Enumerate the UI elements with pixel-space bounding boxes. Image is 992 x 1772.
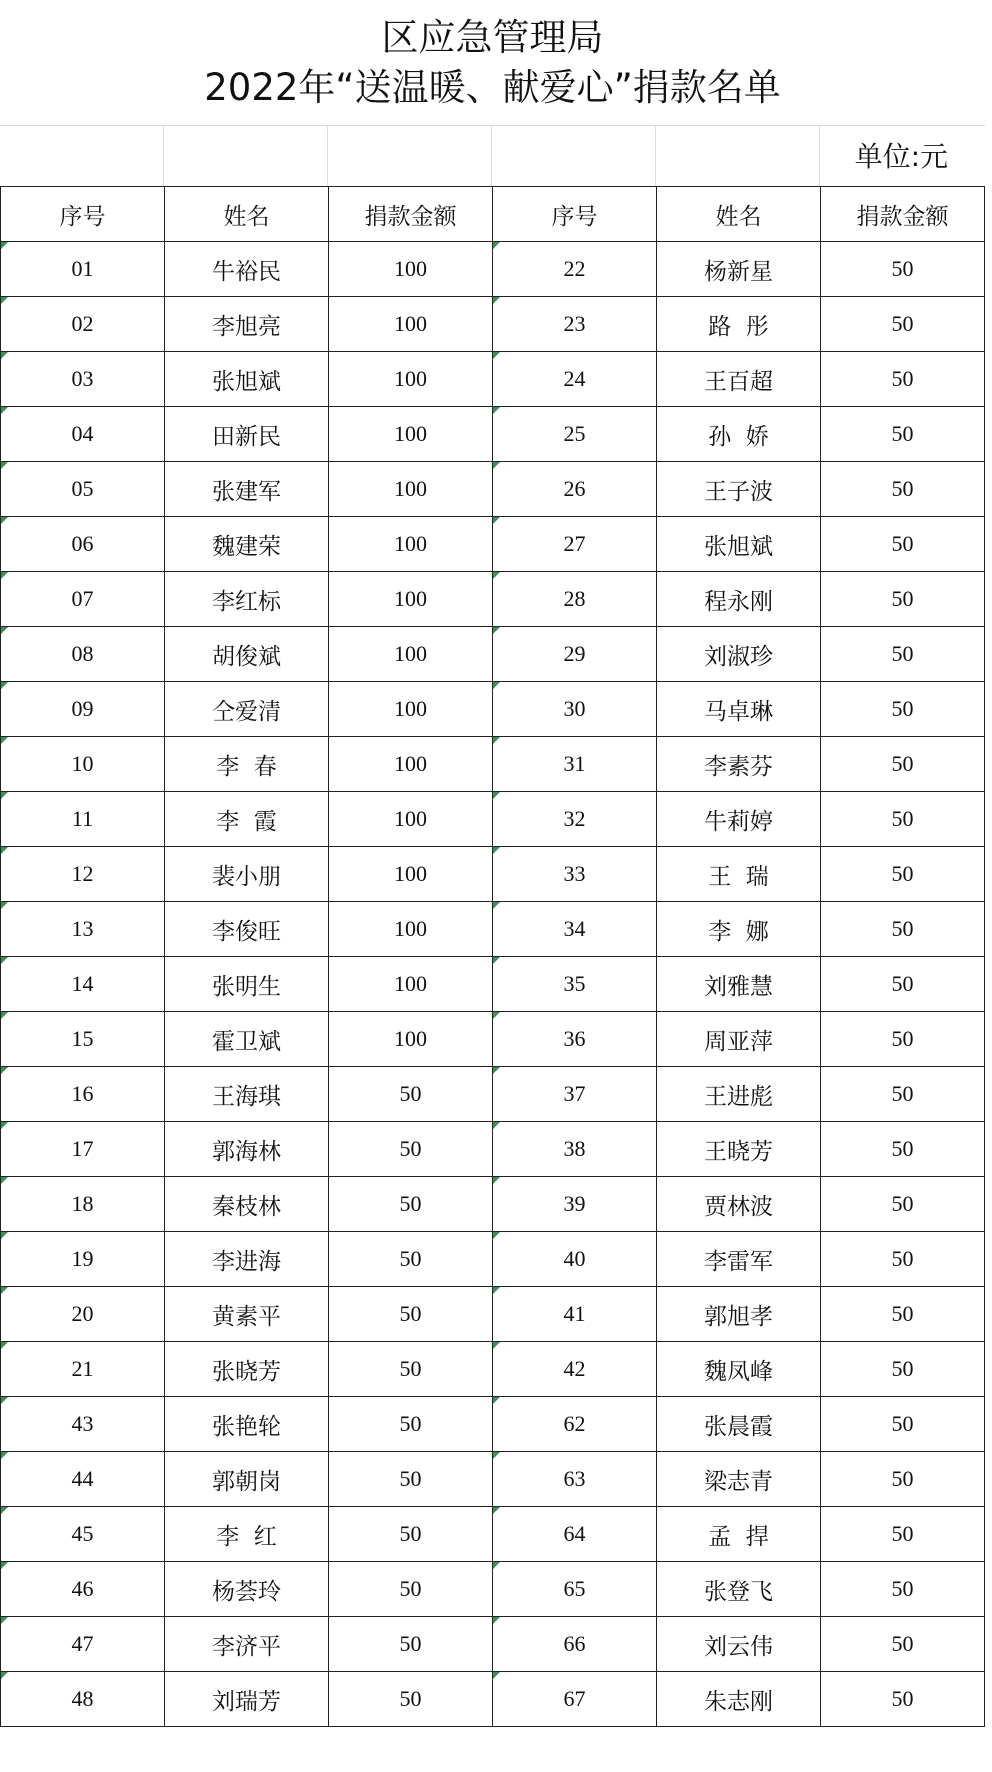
serial-cell[interactable]: 43 bbox=[1, 1397, 165, 1452]
table-row bbox=[1, 1397, 985, 1452]
amount-cell[interactable]: 50 bbox=[329, 1452, 493, 1507]
amount-cell[interactable]: 50 bbox=[821, 627, 985, 682]
table-row bbox=[1, 407, 985, 462]
serial-cell[interactable]: 24 bbox=[493, 352, 657, 407]
serial-cell[interactable]: 26 bbox=[493, 462, 657, 517]
name-cell[interactable]: 李 霞 bbox=[165, 792, 329, 847]
serial-cell[interactable]: 67 bbox=[493, 1672, 657, 1727]
name-cell[interactable]: 王百超 bbox=[657, 352, 821, 407]
header-amount-2[interactable]: 捐款金额 bbox=[821, 187, 985, 242]
serial-cell[interactable]: 28 bbox=[493, 572, 657, 627]
table-row bbox=[1, 902, 985, 957]
amount-cell[interactable]: 50 bbox=[821, 517, 985, 572]
name-cell[interactable]: 张建军 bbox=[165, 462, 329, 517]
amount-cell[interactable]: 100 bbox=[329, 517, 493, 572]
name-cell[interactable]: 李雷军 bbox=[657, 1232, 821, 1287]
name-cell[interactable]: 程永刚 bbox=[657, 572, 821, 627]
serial-cell[interactable]: 63 bbox=[493, 1452, 657, 1507]
table-row bbox=[1, 1507, 985, 1562]
amount-cell[interactable]: 50 bbox=[821, 847, 985, 902]
name-cell[interactable]: 李 娜 bbox=[657, 902, 821, 957]
amount-cell[interactable]: 50 bbox=[329, 1287, 493, 1342]
name-cell[interactable]: 牛裕民 bbox=[165, 242, 329, 297]
amount-cell[interactable]: 50 bbox=[821, 1617, 985, 1672]
name-cell[interactable]: 路 彤 bbox=[657, 297, 821, 352]
serial-cell[interactable]: 37 bbox=[493, 1067, 657, 1122]
serial-cell[interactable]: 38 bbox=[493, 1122, 657, 1177]
header-name-1[interactable]: 姓名 bbox=[165, 187, 329, 242]
amount-cell[interactable]: 50 bbox=[821, 792, 985, 847]
name-cell[interactable]: 刘瑞芳 bbox=[165, 1672, 329, 1727]
name-cell[interactable]: 贾林波 bbox=[657, 1177, 821, 1232]
serial-cell[interactable]: 08 bbox=[1, 627, 165, 682]
serial-cell[interactable]: 29 bbox=[493, 627, 657, 682]
unit-cell[interactable] bbox=[820, 126, 984, 186]
amount-cell[interactable]: 100 bbox=[329, 847, 493, 902]
header-row bbox=[1, 187, 985, 242]
serial-cell[interactable]: 46 bbox=[1, 1562, 165, 1617]
table-row bbox=[1, 682, 985, 737]
amount-cell[interactable]: 50 bbox=[821, 1507, 985, 1562]
header-amount-1[interactable]: 捐款金额 bbox=[329, 187, 493, 242]
serial-cell[interactable]: 66 bbox=[493, 1617, 657, 1672]
table-row bbox=[1, 1067, 985, 1122]
name-cell[interactable]: 胡俊斌 bbox=[165, 627, 329, 682]
serial-cell[interactable]: 34 bbox=[493, 902, 657, 957]
amount-cell[interactable]: 50 bbox=[821, 572, 985, 627]
table-row bbox=[1, 462, 985, 517]
serial-cell[interactable]: 64 bbox=[493, 1507, 657, 1562]
serial-cell[interactable]: 25 bbox=[493, 407, 657, 462]
name-cell[interactable]: 杨新星 bbox=[657, 242, 821, 297]
amount-cell[interactable]: 50 bbox=[329, 1067, 493, 1122]
amount-cell[interactable]: 50 bbox=[821, 297, 985, 352]
amount-cell[interactable]: 50 bbox=[329, 1672, 493, 1727]
amount-cell[interactable]: 50 bbox=[821, 1012, 985, 1067]
unit-row bbox=[0, 126, 985, 186]
name-cell[interactable]: 李济平 bbox=[165, 1617, 329, 1672]
serial-cell[interactable]: 04 bbox=[1, 407, 165, 462]
name-cell[interactable]: 张旭斌 bbox=[165, 352, 329, 407]
amount-cell[interactable]: 50 bbox=[329, 1562, 493, 1617]
table-row bbox=[1, 1177, 985, 1232]
name-cell[interactable]: 王海琪 bbox=[165, 1067, 329, 1122]
serial-cell[interactable]: 09 bbox=[1, 682, 165, 737]
table-row bbox=[1, 1232, 985, 1287]
name-cell[interactable]: 刘云伟 bbox=[657, 1617, 821, 1672]
table-row bbox=[1, 1617, 985, 1672]
amount-cell[interactable]: 50 bbox=[821, 242, 985, 297]
serial-cell[interactable]: 14 bbox=[1, 957, 165, 1012]
amount-cell[interactable]: 50 bbox=[329, 1122, 493, 1177]
name-cell[interactable]: 黄素平 bbox=[165, 1287, 329, 1342]
table-row bbox=[1, 627, 985, 682]
name-cell[interactable]: 田新民 bbox=[165, 407, 329, 462]
amount-cell[interactable]: 50 bbox=[821, 462, 985, 517]
name-cell[interactable]: 刘雅慧 bbox=[657, 957, 821, 1012]
name-cell[interactable]: 张晓芳 bbox=[165, 1342, 329, 1397]
name-cell[interactable]: 马卓琳 bbox=[657, 682, 821, 737]
name-cell[interactable]: 王子波 bbox=[657, 462, 821, 517]
name-cell[interactable]: 魏建荣 bbox=[165, 517, 329, 572]
serial-cell[interactable]: 39 bbox=[493, 1177, 657, 1232]
table-row bbox=[1, 1287, 985, 1342]
amount-cell[interactable]: 100 bbox=[329, 352, 493, 407]
name-cell[interactable]: 梁志青 bbox=[657, 1452, 821, 1507]
serial-cell[interactable]: 47 bbox=[1, 1617, 165, 1672]
amount-cell[interactable]: 50 bbox=[329, 1342, 493, 1397]
table-row bbox=[1, 957, 985, 1012]
name-cell[interactable]: 李素芬 bbox=[657, 737, 821, 792]
amount-cell[interactable]: 50 bbox=[821, 1067, 985, 1122]
table-row bbox=[1, 297, 985, 352]
serial-cell[interactable]: 41 bbox=[493, 1287, 657, 1342]
amount-cell[interactable]: 50 bbox=[821, 1672, 985, 1727]
amount-cell[interactable]: 100 bbox=[329, 1012, 493, 1067]
serial-cell[interactable]: 19 bbox=[1, 1232, 165, 1287]
name-cell[interactable]: 李红标 bbox=[165, 572, 329, 627]
name-cell[interactable]: 李 红 bbox=[165, 1507, 329, 1562]
serial-cell[interactable]: 40 bbox=[493, 1232, 657, 1287]
serial-cell[interactable]: 23 bbox=[493, 297, 657, 352]
amount-cell[interactable]: 100 bbox=[329, 737, 493, 792]
serial-cell[interactable]: 03 bbox=[1, 352, 165, 407]
table-row bbox=[1, 1562, 985, 1617]
amount-cell[interactable]: 100 bbox=[329, 957, 493, 1012]
name-cell[interactable]: 张艳轮 bbox=[165, 1397, 329, 1452]
amount-cell[interactable]: 50 bbox=[821, 407, 985, 462]
empty-cell[interactable] bbox=[0, 126, 164, 186]
serial-cell[interactable]: 32 bbox=[493, 792, 657, 847]
name-cell[interactable]: 李 春 bbox=[165, 737, 329, 792]
amount-cell[interactable]: 50 bbox=[329, 1232, 493, 1287]
name-cell[interactable]: 孟 捍 bbox=[657, 1507, 821, 1562]
amount-cell[interactable]: 50 bbox=[821, 1177, 985, 1232]
table-row bbox=[1, 737, 985, 792]
name-cell[interactable]: 王进彪 bbox=[657, 1067, 821, 1122]
serial-cell[interactable]: 36 bbox=[493, 1012, 657, 1067]
title-line-1: 区应急管理局 bbox=[381, 16, 604, 59]
name-cell[interactable]: 霍卫斌 bbox=[165, 1012, 329, 1067]
serial-cell[interactable]: 20 bbox=[1, 1287, 165, 1342]
serial-cell[interactable]: 62 bbox=[493, 1397, 657, 1452]
amount-cell[interactable]: 100 bbox=[329, 902, 493, 957]
serial-cell[interactable]: 35 bbox=[493, 957, 657, 1012]
name-cell[interactable]: 牛莉婷 bbox=[657, 792, 821, 847]
name-cell[interactable]: 张登飞 bbox=[657, 1562, 821, 1617]
amount-cell[interactable]: 50 bbox=[821, 902, 985, 957]
name-cell[interactable]: 裴小朋 bbox=[165, 847, 329, 902]
serial-cell[interactable]: 02 bbox=[1, 297, 165, 352]
table-row bbox=[1, 352, 985, 407]
amount-cell[interactable]: 100 bbox=[329, 792, 493, 847]
name-cell[interactable]: 郭海林 bbox=[165, 1122, 329, 1177]
name-cell[interactable]: 张晨霞 bbox=[657, 1397, 821, 1452]
name-cell[interactable]: 郭朝岗 bbox=[165, 1452, 329, 1507]
amount-cell[interactable]: 50 bbox=[821, 1342, 985, 1397]
serial-cell[interactable]: 18 bbox=[1, 1177, 165, 1232]
serial-cell[interactable]: 48 bbox=[1, 1672, 165, 1727]
serial-cell[interactable]: 11 bbox=[1, 792, 165, 847]
name-cell[interactable]: 朱志刚 bbox=[657, 1672, 821, 1727]
amount-cell[interactable]: 50 bbox=[821, 957, 985, 1012]
empty-cell[interactable] bbox=[164, 126, 328, 186]
header-name-2[interactable]: 姓名 bbox=[657, 187, 821, 242]
name-cell[interactable]: 李进海 bbox=[165, 1232, 329, 1287]
table-row bbox=[1, 847, 985, 902]
empty-cell[interactable] bbox=[492, 126, 656, 186]
table-row bbox=[1, 792, 985, 847]
serial-cell[interactable]: 10 bbox=[1, 737, 165, 792]
table-row bbox=[1, 242, 985, 297]
table-row bbox=[1, 1452, 985, 1507]
serial-cell[interactable]: 33 bbox=[493, 847, 657, 902]
amount-cell[interactable]: 100 bbox=[329, 627, 493, 682]
header-serial-1[interactable]: 序号 bbox=[1, 187, 165, 242]
amount-cell[interactable]: 100 bbox=[329, 462, 493, 517]
name-cell[interactable]: 张旭斌 bbox=[657, 517, 821, 572]
amount-cell[interactable]: 100 bbox=[329, 682, 493, 737]
name-cell[interactable]: 仝爱清 bbox=[165, 682, 329, 737]
serial-cell[interactable]: 05 bbox=[1, 462, 165, 517]
name-cell[interactable]: 秦枝林 bbox=[165, 1177, 329, 1232]
amount-cell[interactable]: 50 bbox=[329, 1397, 493, 1452]
name-cell[interactable]: 郭旭孝 bbox=[657, 1287, 821, 1342]
name-cell[interactable]: 张明生 bbox=[165, 957, 329, 1012]
amount-cell[interactable]: 50 bbox=[821, 1397, 985, 1452]
header-serial-2[interactable]: 序号 bbox=[493, 187, 657, 242]
serial-cell[interactable]: 13 bbox=[1, 902, 165, 957]
serial-cell[interactable]: 44 bbox=[1, 1452, 165, 1507]
name-cell[interactable]: 刘淑珍 bbox=[657, 627, 821, 682]
amount-cell[interactable]: 50 bbox=[821, 1452, 985, 1507]
serial-cell[interactable]: 16 bbox=[1, 1067, 165, 1122]
serial-cell[interactable]: 17 bbox=[1, 1122, 165, 1177]
amount-cell[interactable]: 100 bbox=[329, 572, 493, 627]
serial-cell[interactable]: 15 bbox=[1, 1012, 165, 1067]
serial-cell[interactable]: 45 bbox=[1, 1507, 165, 1562]
amount-cell[interactable]: 50 bbox=[821, 1122, 985, 1177]
name-cell[interactable]: 李旭亮 bbox=[165, 297, 329, 352]
serial-cell[interactable]: 27 bbox=[493, 517, 657, 572]
serial-cell[interactable]: 21 bbox=[1, 1342, 165, 1397]
name-cell[interactable]: 周亚萍 bbox=[657, 1012, 821, 1067]
donation-table bbox=[0, 186, 985, 1727]
name-cell[interactable]: 李俊旺 bbox=[165, 902, 329, 957]
name-cell[interactable]: 王 瑞 bbox=[657, 847, 821, 902]
serial-cell[interactable]: 65 bbox=[493, 1562, 657, 1617]
table-row bbox=[1, 1122, 985, 1177]
title-line-2: 2022年“送温暖、献爱心”捐款名单 bbox=[204, 66, 781, 109]
name-cell[interactable]: 魏凤峰 bbox=[657, 1342, 821, 1397]
serial-cell[interactable]: 12 bbox=[1, 847, 165, 902]
empty-cell[interactable] bbox=[656, 126, 820, 186]
table-row bbox=[1, 572, 985, 627]
serial-cell[interactable]: 07 bbox=[1, 572, 165, 627]
amount-cell[interactable]: 50 bbox=[821, 682, 985, 737]
table-row bbox=[1, 517, 985, 572]
serial-cell[interactable]: 06 bbox=[1, 517, 165, 572]
amount-cell[interactable]: 50 bbox=[329, 1507, 493, 1562]
name-cell[interactable]: 孙 娇 bbox=[657, 407, 821, 462]
table-row bbox=[1, 1012, 985, 1067]
amount-cell[interactable]: 50 bbox=[821, 352, 985, 407]
empty-cell[interactable] bbox=[328, 126, 492, 186]
serial-cell[interactable]: 30 bbox=[493, 682, 657, 737]
table-row bbox=[1, 1672, 985, 1727]
title-block bbox=[0, 0, 985, 126]
amount-cell[interactable]: 50 bbox=[329, 1177, 493, 1232]
amount-cell[interactable]: 50 bbox=[821, 1232, 985, 1287]
amount-cell[interactable]: 50 bbox=[329, 1617, 493, 1672]
name-cell[interactable]: 杨荟玲 bbox=[165, 1562, 329, 1617]
amount-cell[interactable]: 50 bbox=[821, 737, 985, 792]
name-cell[interactable]: 王晓芳 bbox=[657, 1122, 821, 1177]
amount-cell[interactable]: 100 bbox=[329, 242, 493, 297]
serial-cell[interactable]: 42 bbox=[493, 1342, 657, 1397]
table-row bbox=[1, 1342, 985, 1397]
amount-cell[interactable]: 50 bbox=[821, 1562, 985, 1617]
amount-cell[interactable]: 100 bbox=[329, 407, 493, 462]
serial-cell[interactable]: 01 bbox=[1, 242, 165, 297]
amount-cell[interactable]: 50 bbox=[821, 1287, 985, 1342]
amount-cell[interactable]: 100 bbox=[329, 297, 493, 352]
serial-cell[interactable]: 22 bbox=[493, 242, 657, 297]
unit-label: 单位:元 bbox=[854, 140, 948, 173]
serial-cell[interactable]: 31 bbox=[493, 737, 657, 792]
